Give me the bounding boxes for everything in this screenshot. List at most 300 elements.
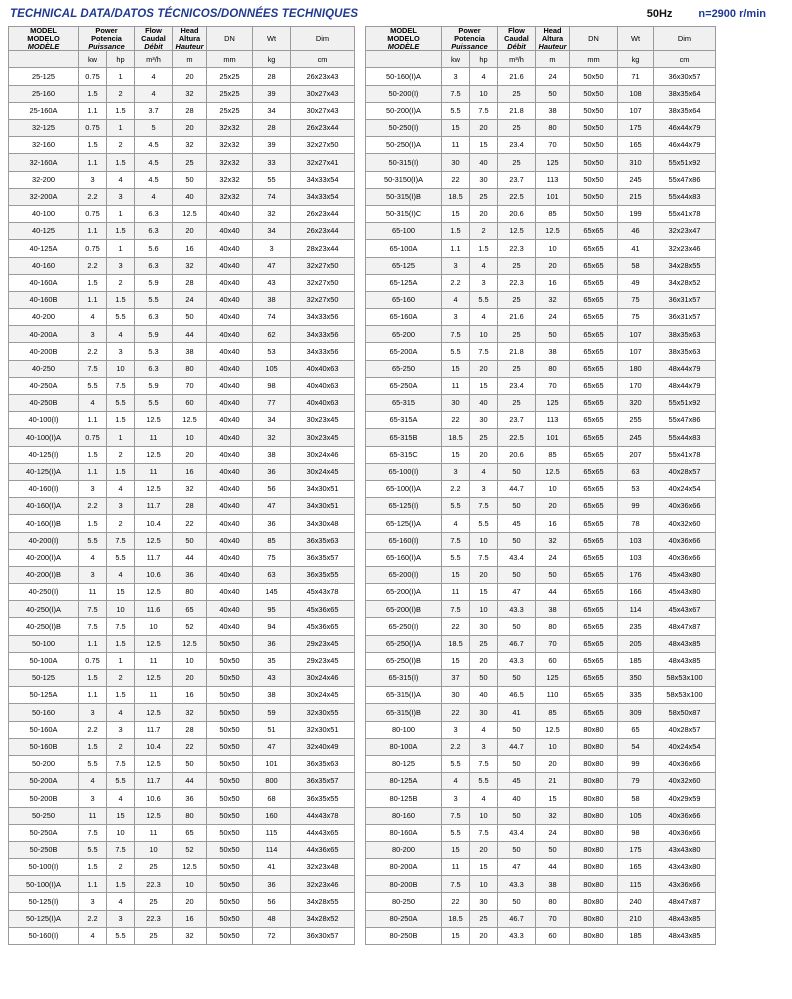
unit-wt: kg <box>618 51 654 68</box>
col-header-model <box>366 27 442 51</box>
cell-value: 4 <box>442 515 470 532</box>
cell-value: 50x50 <box>207 927 253 944</box>
table-row <box>366 498 716 515</box>
cell-value: 145 <box>253 584 291 601</box>
cell-value: 75 <box>618 291 654 308</box>
cell-value: 320 <box>618 395 654 412</box>
table-row <box>9 515 355 532</box>
cell-value: 107 <box>618 102 654 119</box>
table-row <box>366 463 716 480</box>
cell-value: 25 <box>498 85 536 102</box>
cell-value: 32x32 <box>207 154 253 171</box>
cell-value: 43.3 <box>498 927 536 944</box>
cell-value: 16 <box>173 910 207 927</box>
cell-value: 65x65 <box>570 704 618 721</box>
cell-model: 40-100 <box>9 205 79 222</box>
cell-value: 7.5 <box>470 102 498 119</box>
cell-value: 15 <box>470 377 498 394</box>
cell-value: 40x40 <box>207 223 253 240</box>
cell-value: 52 <box>173 618 207 635</box>
cell-model: 50-200B <box>9 790 79 807</box>
cell-value: 32x27x50 <box>291 291 355 308</box>
cell-value: 85 <box>253 532 291 549</box>
cell-value: 50 <box>536 841 570 858</box>
cell-value: 107 <box>618 343 654 360</box>
cell-model: 80-250A <box>366 910 442 927</box>
col-header-power <box>79 27 135 51</box>
cell-model: 50-200A <box>9 773 79 790</box>
cell-model: 40-125 <box>9 223 79 240</box>
cell-value: 7.5 <box>442 807 470 824</box>
table-row <box>9 395 355 412</box>
table-row <box>9 584 355 601</box>
cell-model: 50-315(I)B <box>366 188 442 205</box>
cell-model: 40-100(I) <box>9 412 79 429</box>
cell-value: 2 <box>107 446 135 463</box>
col-header-model-en: MODEL <box>30 26 57 35</box>
cell-value: 7.5 <box>107 377 135 394</box>
cell-value: 25 <box>135 927 173 944</box>
cell-value: 68 <box>253 790 291 807</box>
header-right-group <box>647 8 784 20</box>
cell-value: 5.5 <box>79 755 107 772</box>
table-row <box>366 790 716 807</box>
cell-value: 6.3 <box>135 309 173 326</box>
table-row <box>9 171 355 188</box>
table-row <box>9 343 355 360</box>
tables-container <box>8 26 784 945</box>
cell-value: 160 <box>253 807 291 824</box>
cell-value: 56 <box>253 480 291 497</box>
cell-value: 101 <box>253 755 291 772</box>
table-row <box>9 618 355 635</box>
cell-model: 65-125(I) <box>366 498 442 515</box>
cell-value: 1.1 <box>79 291 107 308</box>
cell-value: 22 <box>442 412 470 429</box>
cell-value: 15 <box>470 137 498 154</box>
cell-value: 185 <box>618 652 654 669</box>
cell-value: 40x40 <box>207 429 253 446</box>
cell-value: 48x47x87 <box>654 618 716 635</box>
table-row <box>9 240 355 257</box>
cell-model: 50-250A <box>9 824 79 841</box>
cell-value: 1.1 <box>79 463 107 480</box>
header-row-labels <box>9 27 355 51</box>
cell-model: 50-315(I) <box>366 154 442 171</box>
cell-value: 85 <box>536 704 570 721</box>
cell-value: 4 <box>470 463 498 480</box>
cell-value: 70 <box>536 137 570 154</box>
table-row <box>9 635 355 652</box>
cell-value: 20.6 <box>498 205 536 222</box>
table-row <box>366 687 716 704</box>
cell-model: 40-200 <box>9 309 79 326</box>
cell-value: 32x27x41 <box>291 154 355 171</box>
cell-value: 20 <box>536 498 570 515</box>
cell-value: 70 <box>536 635 570 652</box>
table-row <box>366 309 716 326</box>
cell-model: 65-200(I) <box>366 566 442 583</box>
cell-model: 32-160A <box>9 154 79 171</box>
unit-head: m <box>536 51 570 68</box>
cell-value: 3 <box>470 480 498 497</box>
cell-value: 24 <box>536 68 570 85</box>
table-row <box>9 824 355 841</box>
cell-value: 2 <box>107 137 135 154</box>
cell-value: 30 <box>442 687 470 704</box>
cell-value: 65x65 <box>570 670 618 687</box>
cell-value: 3 <box>107 188 135 205</box>
table-row <box>9 790 355 807</box>
cell-value: 43.3 <box>498 652 536 669</box>
cell-value: 32 <box>173 480 207 497</box>
cell-value: 50x50 <box>570 171 618 188</box>
cell-value: 55x47x86 <box>654 171 716 188</box>
cell-value: 3 <box>470 274 498 291</box>
cell-value: 40x40 <box>207 584 253 601</box>
table-row <box>366 515 716 532</box>
cell-value: 5.5 <box>470 291 498 308</box>
cell-value: 1 <box>107 652 135 669</box>
cell-value: 34x30x48 <box>291 515 355 532</box>
cell-value: 34x33x54 <box>291 188 355 205</box>
cell-value: 36 <box>253 876 291 893</box>
table-row <box>9 652 355 669</box>
cell-value: 65x65 <box>570 618 618 635</box>
cell-value: 48x43x85 <box>654 635 716 652</box>
cell-value: 1.5 <box>79 137 107 154</box>
cell-value: 40x29x59 <box>654 790 716 807</box>
cell-value: 58 <box>618 790 654 807</box>
cell-value: 16 <box>173 463 207 480</box>
cell-value: 15 <box>442 360 470 377</box>
table-row <box>366 601 716 618</box>
unit-hp: hp <box>107 51 135 68</box>
cell-value: 165 <box>618 137 654 154</box>
cell-value: 34x28x55 <box>654 257 716 274</box>
table-row <box>9 721 355 738</box>
cell-value: 32x32 <box>207 188 253 205</box>
table-row <box>366 721 716 738</box>
cell-value: 11.7 <box>135 498 173 515</box>
cell-model: 40-200(I)B <box>9 566 79 583</box>
cell-value: 113 <box>536 412 570 429</box>
cell-model: 40-160(I)A <box>9 498 79 515</box>
cell-value: 50 <box>536 85 570 102</box>
cell-value: 75 <box>253 549 291 566</box>
cell-value: 40x40 <box>207 412 253 429</box>
cell-model: 50-200(I) <box>366 85 442 102</box>
cell-value: 0.75 <box>79 652 107 669</box>
cell-model: 80-125 <box>366 755 442 772</box>
cell-value: 50x50 <box>570 137 618 154</box>
table-row <box>9 927 355 944</box>
cell-value: 55x44x83 <box>654 429 716 446</box>
cell-value: 40 <box>470 687 498 704</box>
cell-value: 40x24x54 <box>654 480 716 497</box>
cell-model: 65-250A <box>366 377 442 394</box>
cell-value: 40x40x63 <box>291 360 355 377</box>
cell-value: 5.5 <box>107 395 135 412</box>
cell-model: 65-315B <box>366 429 442 446</box>
cell-value: 40x32x60 <box>654 773 716 790</box>
cell-value: 65x65 <box>570 498 618 515</box>
cell-value: 115 <box>253 824 291 841</box>
cell-value: 65x65 <box>570 412 618 429</box>
cell-value: 1.1 <box>79 412 107 429</box>
cell-value: 7.5 <box>79 824 107 841</box>
cell-value: 11.6 <box>135 601 173 618</box>
cell-value: 80x80 <box>570 721 618 738</box>
cell-value: 40x40 <box>207 480 253 497</box>
cell-value: 6.3 <box>135 223 173 240</box>
cell-value: 4 <box>79 309 107 326</box>
col-header-flow-es: Caudal <box>504 33 529 43</box>
cell-value: 55 <box>253 171 291 188</box>
cell-value: 11 <box>442 859 470 876</box>
cell-value: 2 <box>107 274 135 291</box>
cell-value: 80x80 <box>570 824 618 841</box>
cell-value: 199 <box>618 205 654 222</box>
cell-value: 25 <box>470 188 498 205</box>
cell-model: 50-250(I) <box>366 120 442 137</box>
table-row <box>9 360 355 377</box>
cell-value: 36x35x55 <box>291 566 355 583</box>
cell-value: 30 <box>470 412 498 429</box>
table-row <box>366 584 716 601</box>
cell-model: 40-100(I)A <box>9 429 79 446</box>
cell-value: 4 <box>107 480 135 497</box>
cell-value: 30 <box>470 171 498 188</box>
cell-value: 15 <box>442 446 470 463</box>
cell-value: 3 <box>442 309 470 326</box>
cell-value: 50x50 <box>570 120 618 137</box>
cell-value: 21.8 <box>498 102 536 119</box>
cell-value: 65x65 <box>570 480 618 497</box>
cell-value: 7.5 <box>470 498 498 515</box>
cell-value: 0.75 <box>79 429 107 446</box>
cell-value: 65 <box>173 824 207 841</box>
table-row <box>366 412 716 429</box>
table-row <box>9 893 355 910</box>
cell-value: 23.7 <box>498 171 536 188</box>
cell-model: 65-125A <box>366 274 442 291</box>
cell-value: 210 <box>618 910 654 927</box>
cell-value: 32x23x46 <box>291 876 355 893</box>
table-row <box>9 205 355 222</box>
cell-value: 15 <box>470 859 498 876</box>
cell-value: 4 <box>107 566 135 583</box>
cell-value: 46.5 <box>498 687 536 704</box>
cell-value: 20 <box>470 120 498 137</box>
cell-value: 80x80 <box>570 859 618 876</box>
col-header-head-en: Head <box>180 26 199 35</box>
cell-model: 80-200 <box>366 841 442 858</box>
cell-value: 7.5 <box>470 824 498 841</box>
cell-value: 180 <box>618 360 654 377</box>
cell-value: 80x80 <box>570 841 618 858</box>
cell-value: 32x23x47 <box>654 223 716 240</box>
cell-value: 47 <box>253 257 291 274</box>
cell-value: 0.75 <box>79 205 107 222</box>
cell-value: 2 <box>107 85 135 102</box>
cell-value: 1.5 <box>79 446 107 463</box>
cell-value: 32 <box>536 807 570 824</box>
cell-model: 40-250(I)A <box>9 601 79 618</box>
cell-value: 50 <box>498 566 536 583</box>
cell-value: 11.7 <box>135 721 173 738</box>
cell-value: 50x50 <box>570 102 618 119</box>
cell-value: 5.5 <box>79 532 107 549</box>
cell-value: 10 <box>470 807 498 824</box>
cell-value: 113 <box>536 171 570 188</box>
cell-value: 25 <box>498 395 536 412</box>
cell-value: 36 <box>173 790 207 807</box>
cell-value: 7.5 <box>470 549 498 566</box>
cell-value: 4 <box>79 927 107 944</box>
cell-value: 50x50 <box>207 841 253 858</box>
cell-value: 65x65 <box>570 429 618 446</box>
cell-value: 32x23x48 <box>291 859 355 876</box>
col-header-wt: Wt <box>253 27 291 51</box>
cell-value: 12.5 <box>536 463 570 480</box>
table-row <box>9 412 355 429</box>
cell-value: 5.5 <box>79 841 107 858</box>
table-row <box>9 377 355 394</box>
unit-flow: m³/h <box>498 51 536 68</box>
cell-model: 50-315(I)C <box>366 205 442 222</box>
cell-value: 4 <box>470 257 498 274</box>
cell-value: 4 <box>442 773 470 790</box>
cell-model: 65-160(I) <box>366 532 442 549</box>
cell-value: 80 <box>173 360 207 377</box>
cell-value: 1.5 <box>107 102 135 119</box>
cell-value: 10 <box>107 601 135 618</box>
cell-value: 24 <box>536 824 570 841</box>
cell-value: 53 <box>253 343 291 360</box>
cell-value: 7.5 <box>470 343 498 360</box>
cell-value: 50x50 <box>207 824 253 841</box>
cell-value: 80x80 <box>570 790 618 807</box>
table-row <box>366 188 716 205</box>
cell-value: 40x40 <box>207 463 253 480</box>
cell-value: 4 <box>107 171 135 188</box>
cell-value: 2.2 <box>442 480 470 497</box>
col-header-model <box>9 27 79 51</box>
cell-value: 80x80 <box>570 807 618 824</box>
cell-value: 32 <box>173 85 207 102</box>
cell-value: 50 <box>536 566 570 583</box>
cell-value: 32 <box>173 704 207 721</box>
cell-value: 5.3 <box>135 343 173 360</box>
table-body-right <box>366 68 716 945</box>
cell-value: 2.2 <box>79 910 107 927</box>
cell-value: 12.5 <box>536 721 570 738</box>
cell-value: 29x23x45 <box>291 652 355 669</box>
unit-dn: mm <box>570 51 618 68</box>
cell-value: 80x80 <box>570 927 618 944</box>
cell-value: 4.5 <box>135 137 173 154</box>
cell-value: 44 <box>536 859 570 876</box>
cell-value: 5.5 <box>442 755 470 772</box>
table-row <box>9 704 355 721</box>
cell-value: 3 <box>107 910 135 927</box>
cell-value: 22.5 <box>498 429 536 446</box>
cell-value: 35 <box>253 652 291 669</box>
table-row <box>9 309 355 326</box>
table-row <box>9 446 355 463</box>
cell-value: 4 <box>135 85 173 102</box>
cell-model: 40-250(I) <box>9 584 79 601</box>
cell-value: 2.2 <box>79 343 107 360</box>
cell-value: 10 <box>107 360 135 377</box>
cell-value: 60 <box>536 652 570 669</box>
cell-value: 48x47x87 <box>654 893 716 910</box>
cell-model: 65-315(I)A <box>366 687 442 704</box>
cell-value: 85 <box>536 205 570 222</box>
table-row <box>366 102 716 119</box>
cell-value: 48x43x85 <box>654 927 716 944</box>
cell-value: 7.5 <box>107 618 135 635</box>
cell-value: 45x43x78 <box>291 584 355 601</box>
cell-value: 23.4 <box>498 377 536 394</box>
cell-value: 1 <box>107 429 135 446</box>
cell-value: 32x27x50 <box>291 274 355 291</box>
cell-value: 44.7 <box>498 738 536 755</box>
cell-value: 38 <box>536 876 570 893</box>
cell-value: 0.75 <box>79 240 107 257</box>
cell-value: 65 <box>618 721 654 738</box>
col-header-dn: DN <box>570 27 618 51</box>
cell-value: 40x40 <box>207 601 253 618</box>
cell-value: 5.5 <box>107 549 135 566</box>
cell-value: 32x27x50 <box>291 137 355 154</box>
cell-value: 26x23x44 <box>291 205 355 222</box>
cell-value: 32 <box>253 205 291 222</box>
cell-value: 28 <box>173 102 207 119</box>
cell-value: 40x40 <box>207 309 253 326</box>
cell-value: 30x23x45 <box>291 412 355 429</box>
cell-value: 3 <box>79 893 107 910</box>
cell-value: 38 <box>536 601 570 618</box>
cell-value: 22 <box>442 893 470 910</box>
cell-value: 22.3 <box>135 876 173 893</box>
cell-value: 175 <box>618 841 654 858</box>
cell-value: 125 <box>536 670 570 687</box>
table-row <box>9 274 355 291</box>
cell-model: 65-125 <box>366 257 442 274</box>
cell-value: 25 <box>498 326 536 343</box>
cell-value: 30 <box>442 395 470 412</box>
table-head-right <box>366 27 716 68</box>
cell-value: 40x40 <box>207 532 253 549</box>
cell-value: 2.2 <box>79 257 107 274</box>
cell-value: 32x27x50 <box>291 257 355 274</box>
table-row <box>366 824 716 841</box>
table-row <box>9 738 355 755</box>
cell-value: 114 <box>618 601 654 618</box>
cell-value: 107 <box>618 326 654 343</box>
cell-value: 10 <box>173 876 207 893</box>
cell-value: 3 <box>107 498 135 515</box>
table-row <box>9 102 355 119</box>
cell-value: 45x36x65 <box>291 618 355 635</box>
cell-value: 207 <box>618 446 654 463</box>
cell-value: 10 <box>470 601 498 618</box>
cell-value: 18.5 <box>442 910 470 927</box>
col-header-head-es: Altura <box>541 33 564 43</box>
cell-value: 34x28x52 <box>654 274 716 291</box>
